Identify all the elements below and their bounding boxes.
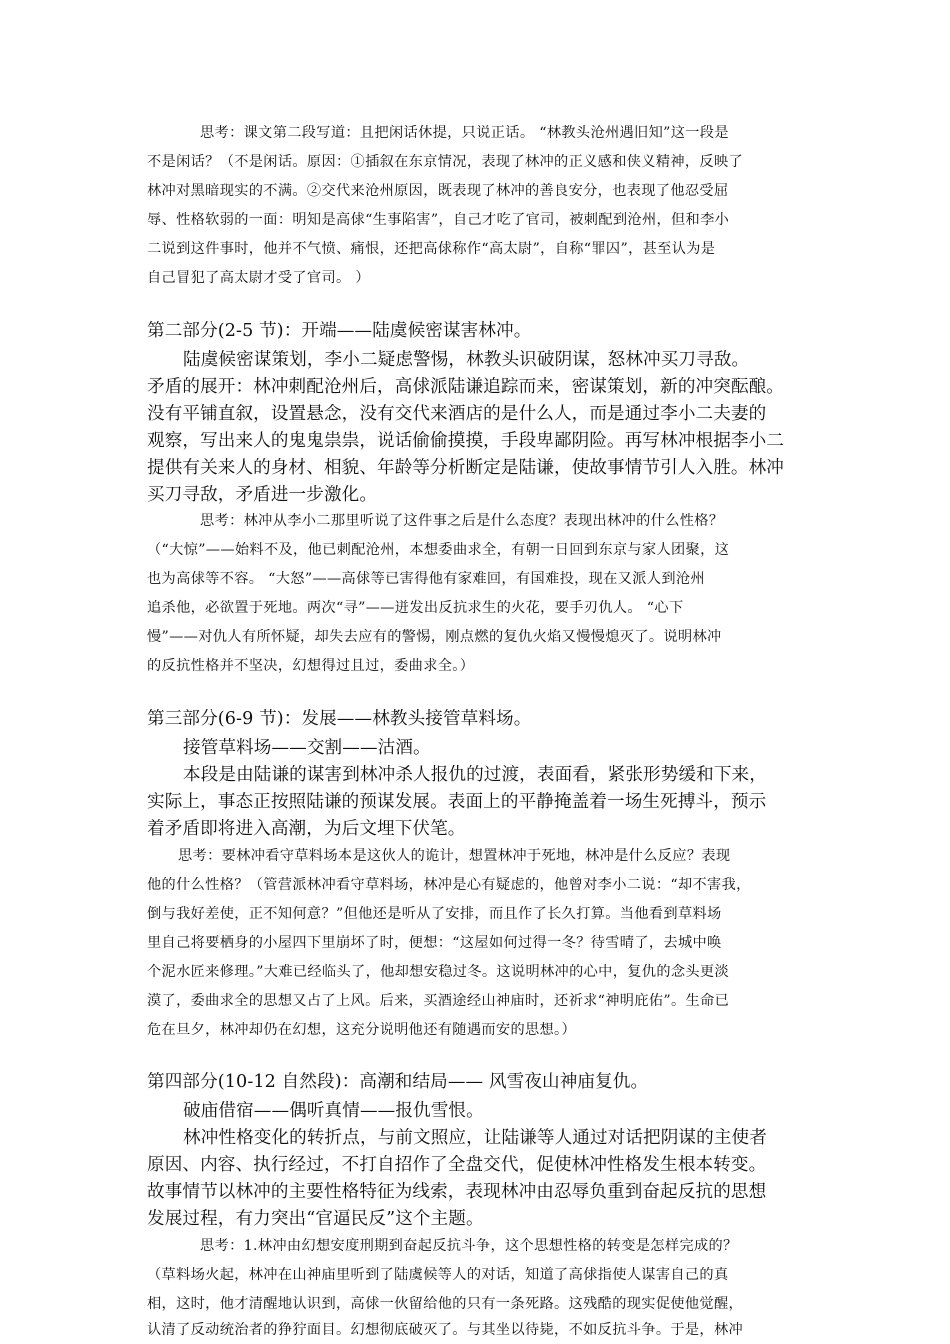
think-2-line-2: （“大惊”——始料不及，他已刺配沧州，本想委曲求全，有朝一日回到东京与家人团聚，这 — [147, 542, 730, 558]
think-3-line-1: 思考：要林冲看守草料场本是这伙人的诡计，想置林冲于死地，林冲是什么反应？表现 — [178, 848, 731, 864]
section-4-body-line-4: 故事情节以林冲的主要性格特征为线索，表现林冲由忍辱负重到奋起反抗的思想 — [147, 1182, 767, 1202]
think-3-line-2: 他的什么性格？（管营派林冲看守草料场，林冲是心有疑虑的，他曾对李小二说：“却不害我， — [147, 877, 751, 893]
section-4-body-line-2: 林冲性格变化的转折点，与前文照应，让陆谦等人通过对话把阴谋的主使者 — [183, 1128, 767, 1148]
section-2-body-line-6: 买刀寻敌，矛盾进一步激化。 — [147, 485, 378, 505]
section-4-body-line-1: 破庙借宿——偶听真情——报仇雪恨。 — [183, 1101, 484, 1121]
section-3-body-line-1: 接管草料场——交割——沽酒。 — [183, 738, 431, 758]
section-2-body-line-1: 陆虞候密谋策划，李小二疑虑警惕，林教头识破阴谋，怒林冲买刀寻敌。 — [183, 350, 750, 370]
section-2-body-line-5: 提供有关来人的身材、相貌、年龄等分析断定是陆谦，使故事情节引人入胜。林冲 — [147, 458, 784, 478]
think-1-line-2: 不是闲话？（不是闲话。原因：①插叙在东京情况，表现了林冲的正义感和侠义精神，反映了 — [147, 154, 744, 170]
think-4-line-3: 相，这时，他才清醒地认识到，高俅一伙留给他的只有一条死路。这残酷的现实促使他觉醒， — [147, 1296, 744, 1312]
think-2-line-5: 慢”——对仇人有所怀疑，却失去应有的警惕，刚点燃的复仇火焰又慢慢熄灭了。说明林冲 — [147, 629, 722, 645]
think-1-line-5: 二说到这件事时，他并不气愤、痛恨，还把高俅称作“高太尉”，自称“罪囚”，甚至认为是 — [147, 241, 716, 257]
think-1-line-1: 思考：课文第二段写道：且把闲话休提，只说正话。 “林教头沧州遇旧知”这一段是 — [200, 125, 729, 141]
section-4-body-line-5: 发展过程，有力突出“官逼民反”这个主题。 — [147, 1209, 484, 1229]
think-3-line-6: 漠了，委曲求全的思想又占了上风。后来，买酒途经山神庙时，还祈求“神明庇佑”。生命已 — [147, 993, 730, 1009]
section-2-body-line-2: 矛盾的展开：林冲刺配沧州后，高俅派陆谦追踪而来，密谋策划，新的冲突酝酿。 — [147, 377, 784, 397]
think-4-line-1: 思考：1.林冲由幻想安度刑期到奋起反抗斗争，这个思想性格的转变是怎样完成的？ — [200, 1238, 738, 1254]
think-1-line-6: 自己冒犯了高太尉才受了官司。 ） — [147, 270, 370, 286]
think-3-line-5: 个泥水匠来修理。”大难已经临头了，他却想安稳过冬。这说明林冲的心中，复仇的念头更淡 — [147, 964, 730, 980]
section-2-body-line-3: 没有平铺直叙，设置悬念，没有交代来酒店的是什么人，而是通过李小二夫妻的 — [147, 404, 767, 424]
think-2-line-1: 思考：林冲从李小二那里听说了这件事之后是什么态度？表现出林冲的什么性格？ — [200, 513, 724, 529]
section-3-body-line-3: 实际上，事态正按照陆谦的预谋发展。表面上的平静掩盖着一场生死搏斗，预示 — [147, 792, 767, 812]
section-4-heading: 第四部分(10-12 自然段)：高潮和结局—— 风雪夜山神庙复仇。 — [147, 1072, 649, 1092]
think-3-line-3: 倒与我好差使，正不知何意？”但他还是听从了安排，而且作了长久打算。当他看到草料场 — [147, 906, 722, 922]
think-1-line-3: 林冲对黑暗现实的不满。②交代来沧州原因，既表现了林冲的善良安分，也表现了他忍受屈 — [147, 183, 729, 199]
section-3-heading: 第三部分(6-9 节)：发展——林教头接管草料场。 — [147, 709, 532, 729]
think-3-line-7: 危在旦夕，林冲却仍在幻想，这充分说明他还有随遇而安的思想。） — [147, 1022, 577, 1038]
section-4-body-line-3: 原因、内容、执行经过，不打自招作了全盘交代，促使林冲性格发生根本转变。 — [147, 1155, 767, 1175]
section-2-body-line-4: 观察，写出来人的鬼鬼祟祟，说话偷偷摸摸，手段卑鄙阴险。再写林冲根据李小二 — [147, 431, 784, 451]
think-2-line-4: 追杀他，必欲置于死地。两次“寻”——迸发出反抗求生的火花，要手刃仇人。 “心下 — [147, 600, 684, 616]
think-2-line-6: 的反抗性格并不坚决，幻想得过且过，委曲求全。） — [147, 658, 475, 674]
think-3-line-4: 里自己将要栖身的小屋四下里崩坏了时，便想：“这屋如何过得一冬？待雪晴了，去城中唤 — [147, 935, 722, 951]
think-4-line-4: 认清了反动统治者的狰狞面目。幻想彻底破灭了。与其坐以待毙，不如反抗斗争。于是，林冲 — [147, 1322, 744, 1338]
section-3-body-line-2: 本段是由陆谦的谋害到林冲杀人报仇的过渡，表面看，紧张形势缓和下来， — [183, 765, 767, 785]
section-2-heading: 第二部分(2-5 节)：开端——陆虞候密谋害林冲。 — [147, 321, 532, 341]
think-1-line-4: 辱、性格软弱的一面：明知是高俅“生事陷害”，自己才吃了官司，被刺配到沧州，但和李小 — [147, 212, 730, 228]
think-2-line-3: 也为高俅等不容。 “大怒”——高俅等已害得他有家难回，有国难投，现在又派人到沧州 — [147, 571, 705, 587]
think-4-line-2: （草料场火起，林冲在山神庙里听到了陆虞候等人的对话，知道了高俅指使人谋害自己的真 — [147, 1267, 729, 1283]
section-3-body-line-4: 着矛盾即将进入高潮，为后文埋下伏笔。 — [147, 819, 466, 839]
